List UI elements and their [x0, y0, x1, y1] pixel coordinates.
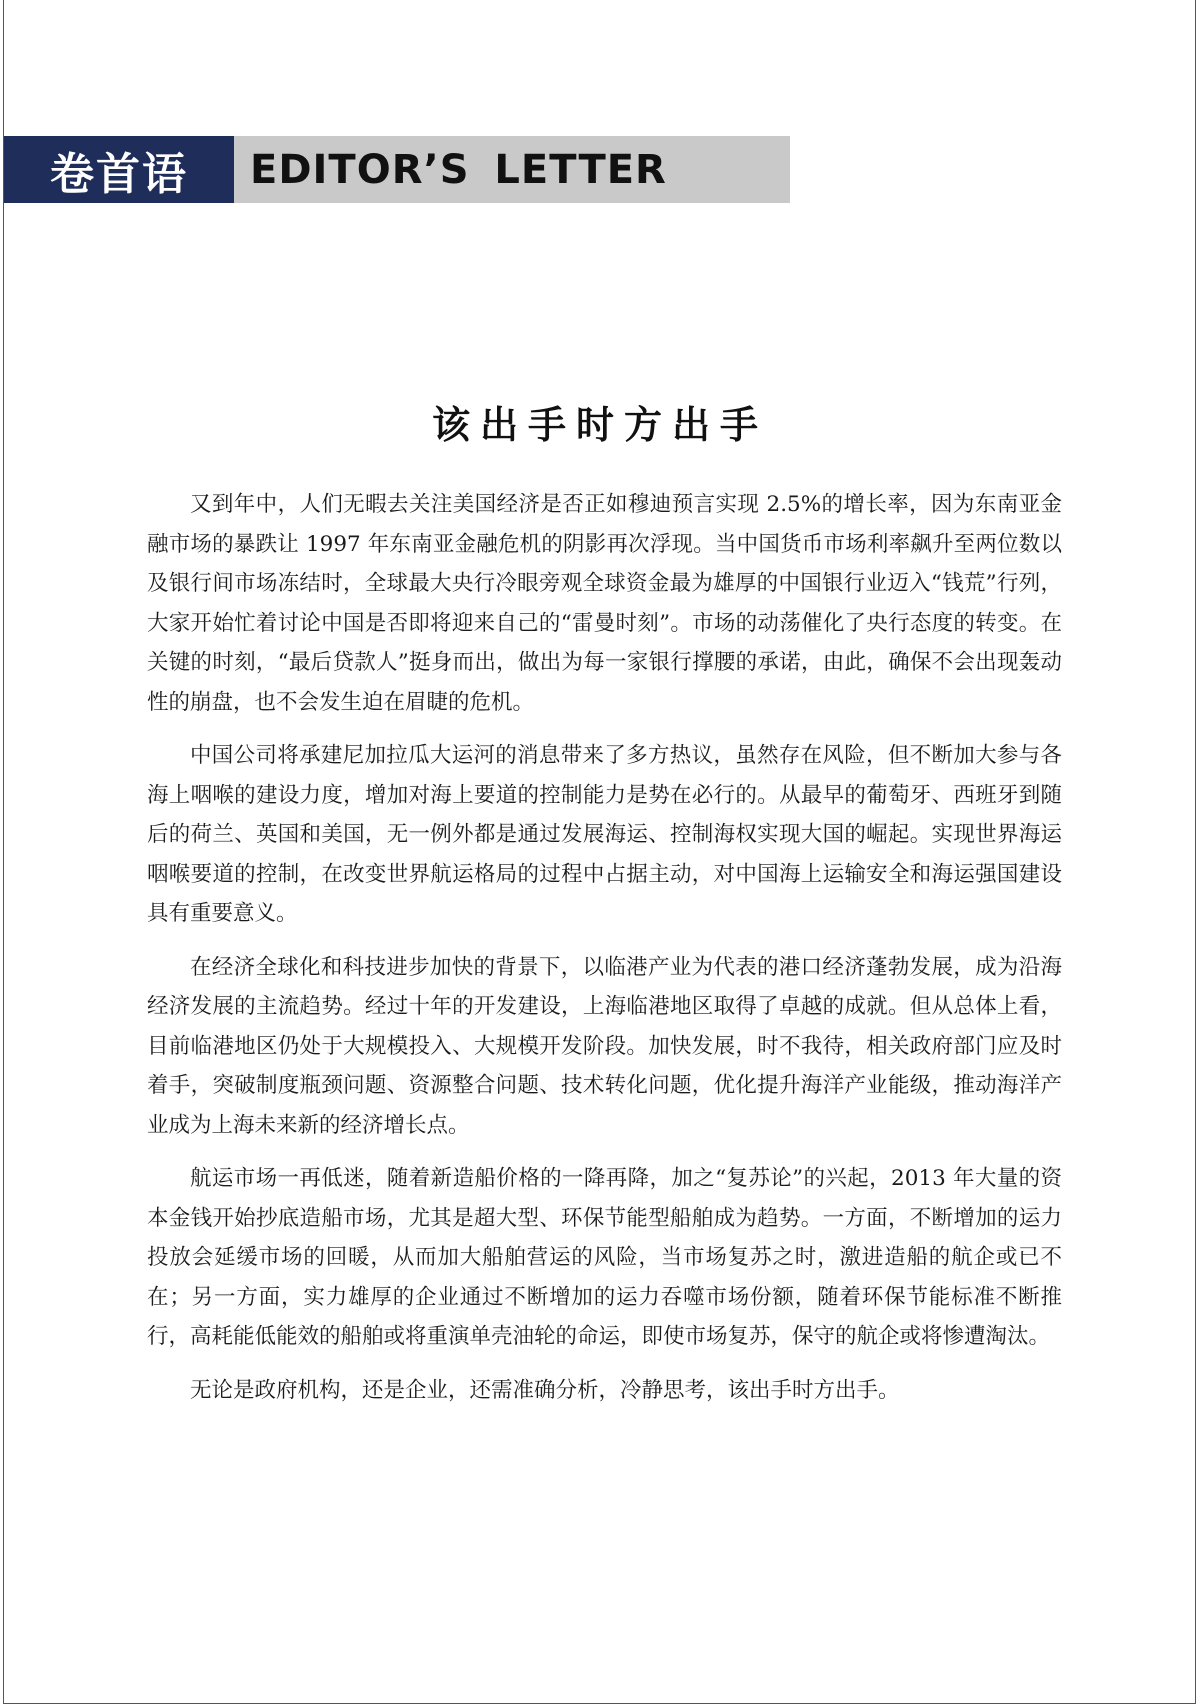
section-title-en: EDITOR’S LETTER: [234, 136, 790, 203]
article-title: 该出手时方出手: [431, 403, 768, 447]
article-body: [147, 485, 1062, 1424]
paragraph: 无论是政府机构，还是企业，还需准确分析，冷静思考，该出手时方出手。: [190, 1377, 900, 1403]
paragraph: 又到年中，人们无暇去关注美国经济是否正如穆迪预言实现 2.5%的增长率，因为东南亚金融市场的暴跌让 1997 年东南亚金融危机的阴影再次浮现。当中国货币市场利率飙升至两位数以及银行间市场冻结时，全球最大央行冷眼旁观全球资金最为雄厚的中国银行业迈入“钱荒”行列，大家开始忙着讨论中国是否即将迎来自己的“雷曼时刻”。市场的动荡催化了央行态度的转变。在关键的时刻，“最后贷款人”挺身而出，做出为每一家银行撑腰的承诺，由此，确保不会出现轰动性的崩盘，也不会发生迫在眉睫的危机。: [147, 492, 1062, 715]
section-title-cn: 卷首语: [4, 136, 234, 203]
section-header: [4, 136, 790, 203]
paragraph: 中国公司将承建尼加拉瓜大运河的消息带来了多方热议，虽然存在风险，但不断加大参与各海上咽喉的建设力度，增加对海上要道的控制能力是势在必行的。从最早的葡萄牙、西班牙到随后的荷兰、英国和美国，无一例外都是通过发展海运、控制海权实现大国的崛起。实现世界海运咽喉要道的控制，在改变世界航运格局的过程中占据主动，对中国海上运输安全和海运强国建设具有重要意义。: [147, 743, 1062, 926]
paragraph: 航运市场一再低迷，随着新造船价格的一降再降，加之“复苏论”的兴起，2013 年大量的资本金钱开始抄底造船市场，尤其是超大型、环保节能型船舶成为趋势。一方面，不断增加的运力投放会延缓市场的回暖，从而加大船舶营运的风险，当市场复苏之时，激进造船的航企或已不在；另一方面，实力雄厚的企业通过不断增加的运力吞噬市场份额，随着环保节能标准不断推行，高耗能低能效的船舶或将重演单壳油轮的命运，即使市场复苏，保守的航企或将惨遭淘汰。: [147, 1166, 1062, 1349]
paragraph: 在经济全球化和科技进步加快的背景下，以临港产业为代表的港口经济蓬勃发展，成为沿海经济发展的主流趋势。经过十年的开发建设，上海临港地区取得了卓越的成就。但从总体上看，目前临港地区仍处于大规模投入、大规模开发阶段。加快发展，时不我待，相关政府部门应及时着手，突破制度瓶颈问题、资源整合问题、技术转化问题，优化提升海洋产业能级，推动海洋产业成为上海未来新的经济增长点。: [147, 954, 1062, 1138]
